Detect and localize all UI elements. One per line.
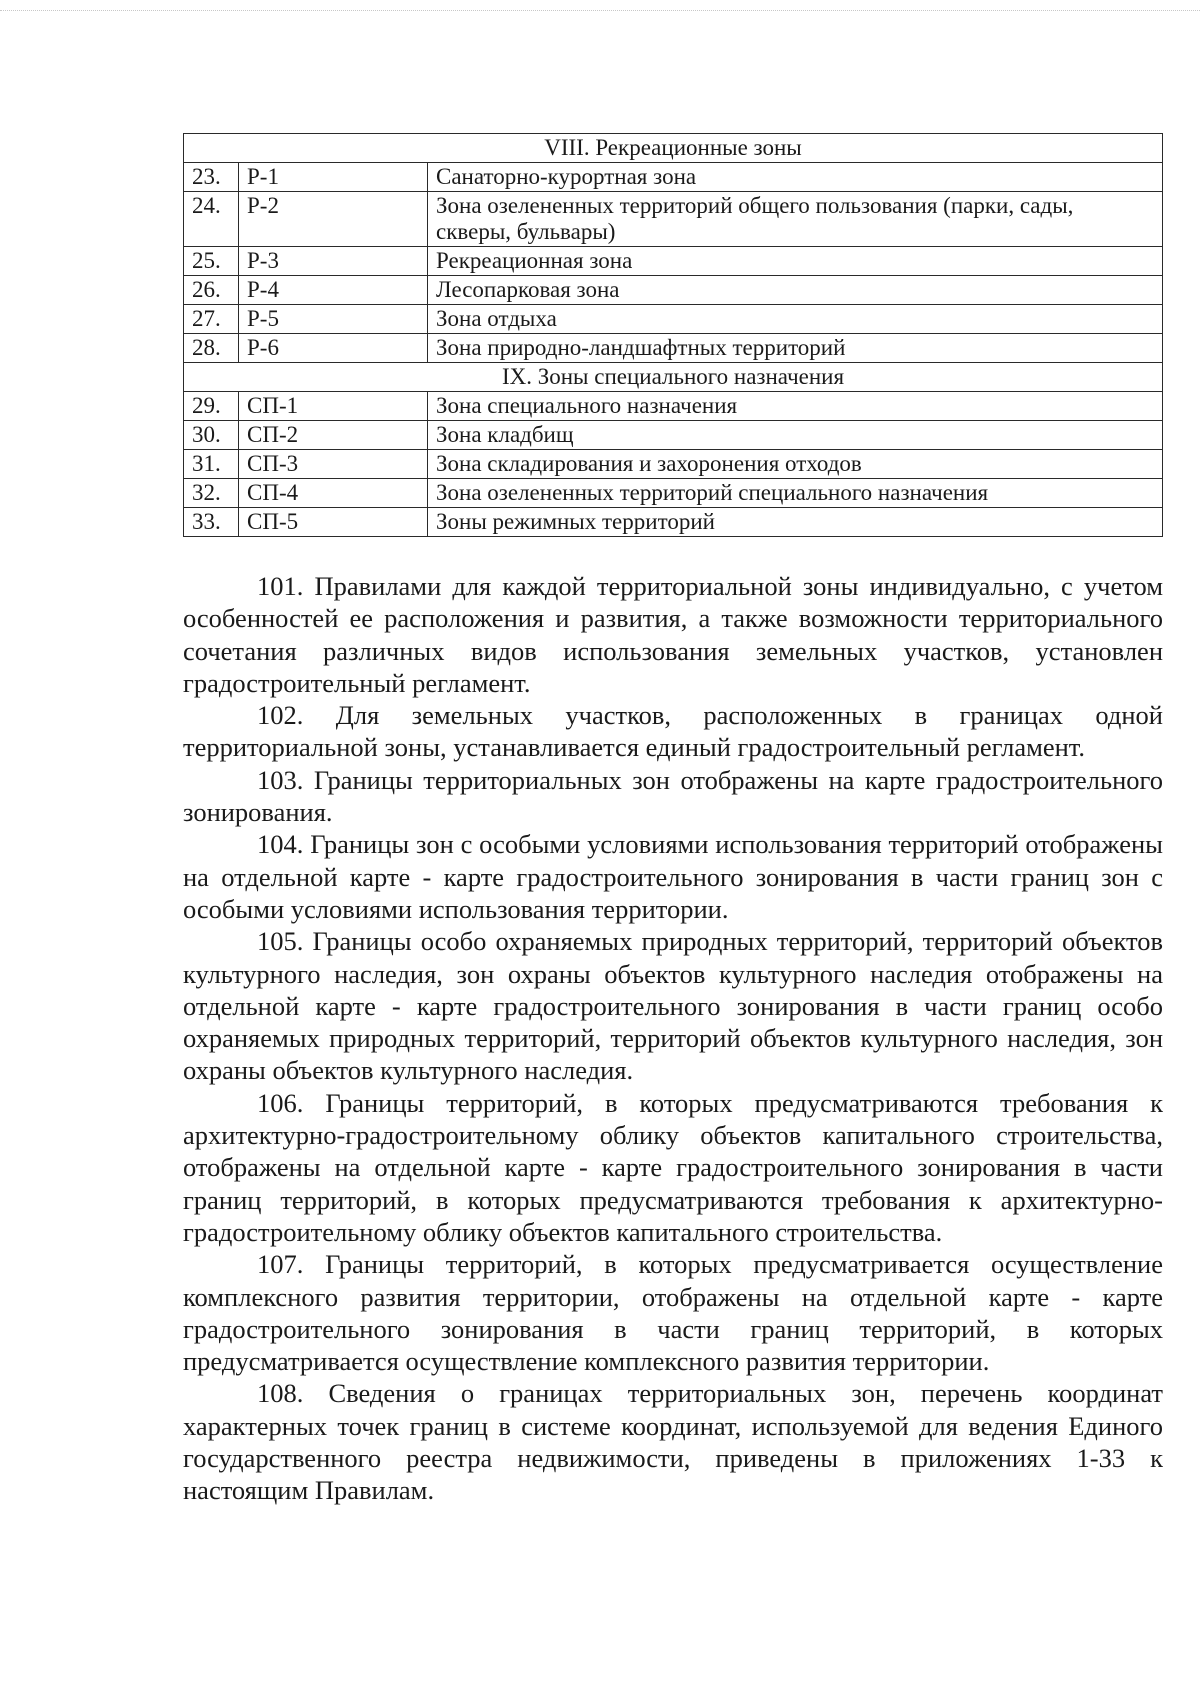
zone-code: Р-3 <box>239 247 428 276</box>
zone-code: СП-4 <box>239 479 428 508</box>
row-number: 32. <box>184 479 239 508</box>
row-number: 30. <box>184 421 239 450</box>
table-row <box>184 192 1163 247</box>
scan-top-edge <box>0 10 1200 11</box>
table-row <box>184 421 1163 450</box>
paragraph-106: 106. Границы территорий, в которых предусматриваются требования к архитектурно-градостроительному облику объектов капитального строительства, отображены на отдельной карте - карте градостроительного зонирования в части границ территорий, в которых предусматриваются требования к архитектурно-градостроительному облику объектов капитального строительства. <box>183 1087 1163 1247</box>
zone-name: Зона отдыха <box>428 305 1163 334</box>
table-row <box>184 392 1163 421</box>
row-number: 27. <box>184 305 239 334</box>
table-row <box>184 508 1163 537</box>
zone-name: Санаторно-курортная зона <box>428 163 1163 192</box>
paragraph-108: 108. Сведения о границах территориальных зон, перечень координат характерных точек границ в системе координат, используемой для ведения Единого государственного реестра недвижимости, приведены в приложениях 1-33 к настоящим Правилам. <box>183 1378 1163 1506</box>
row-number: 33. <box>184 508 239 537</box>
table-row <box>184 276 1163 305</box>
paragraph-107: 107. Границы территорий, в которых предусматривается осуществление комплексного развития территории, отображены на отдельной карте - карте градостроительного зонирования в части границ территорий, в которых предусматривается осуществление комплексного развития территории. <box>183 1249 1163 1377</box>
row-number: 23. <box>184 163 239 192</box>
zone-name: Зона озелененных территорий специального назначения <box>428 479 1163 508</box>
row-number: 28. <box>184 334 239 363</box>
body-text <box>183 570 1163 1507</box>
zone-name: Зона кладбищ <box>428 421 1163 450</box>
zone-name: Зона природно-ландшафтных территорий <box>428 334 1163 363</box>
zone-code: СП-1 <box>239 392 428 421</box>
zone-name: Рекреационная зона <box>428 247 1163 276</box>
row-number: 24. <box>184 192 239 247</box>
section-title: IX. Зоны специального назначения <box>184 363 1163 392</box>
row-number: 25. <box>184 247 239 276</box>
zone-code: СП-2 <box>239 421 428 450</box>
table-row <box>184 247 1163 276</box>
zone-code: Р-5 <box>239 305 428 334</box>
table-row <box>184 479 1163 508</box>
paragraph-104: 104. Границы зон с особыми условиями использования территорий отображены на отдельной карте - карте градостроительного зонирования в части границ зон с особыми условиями использования территории. <box>183 829 1163 924</box>
zone-code: Р-1 <box>239 163 428 192</box>
zone-code: СП-5 <box>239 508 428 537</box>
zone-name: Зона озелененных территорий общего пользования (парки, сады, скверы, бульвары) <box>428 192 1163 247</box>
table-row <box>184 305 1163 334</box>
row-number: 31. <box>184 450 239 479</box>
zone-code: Р-6 <box>239 334 428 363</box>
zone-name: Зоны режимных территорий <box>428 508 1163 537</box>
zone-code: Р-4 <box>239 276 428 305</box>
row-number: 29. <box>184 392 239 421</box>
paragraph-102: 102. Для земельных участков, расположенных в границах одной территориальной зоны, устанавливается единый градостроительный регламент. <box>183 700 1163 763</box>
section-header-row <box>184 134 1163 163</box>
zone-code: СП-3 <box>239 450 428 479</box>
row-number: 26. <box>184 276 239 305</box>
section-header-row <box>184 363 1163 392</box>
zone-name: Лесопарковая зона <box>428 276 1163 305</box>
zone-code: Р-2 <box>239 192 428 247</box>
table-row <box>184 450 1163 479</box>
zones-table <box>183 133 1163 537</box>
zone-name: Зона специального назначения <box>428 392 1163 421</box>
table-row <box>184 334 1163 363</box>
paragraph-105: 105. Границы особо охраняемых природных территорий, территорий объектов культурного наследия, зон охраны объектов культурного наследия отображены на отдельной карте - карте градостроительного зонирования в части границ особо охраняемых природных территорий, территорий объектов культурного наследия, зон охраны объектов культурного наследия. <box>183 926 1163 1086</box>
table-row <box>184 163 1163 192</box>
zone-name: Зона складирования и захоронения отходов <box>428 450 1163 479</box>
section-title: VIII. Рекреационные зоны <box>184 134 1163 163</box>
paragraph-103: 103. Границы территориальных зон отображены на карте градостроительного зонирования. <box>183 764 1163 828</box>
paragraph-101: 101. Правилами для каждой территориальной зоны индивидуально, с учетом особенностей ее расположения и развития, а также возможности территориального сочетания различных видов использования земельных участков, установлен градостроительный регламент. <box>183 571 1163 698</box>
